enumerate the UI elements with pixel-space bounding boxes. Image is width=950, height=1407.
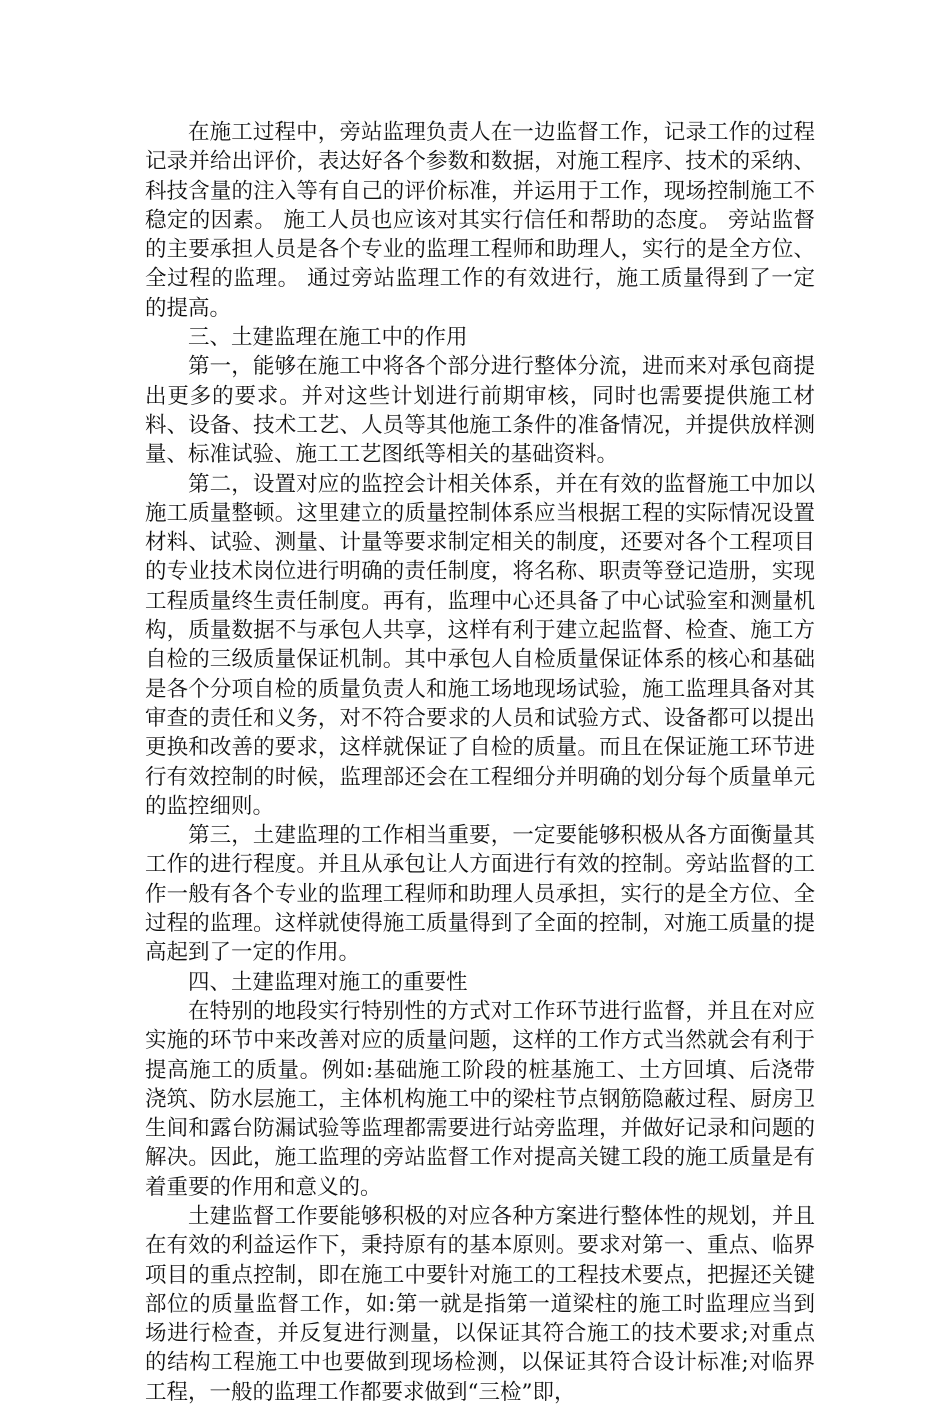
paragraph-planning: 土建监督工作要能够积极的对应各种方案进行整体性的规划，并且在有效的利益运作下，秉持原有的基本原则。要求对第一、重点、临界项目的重点控制，即在施工中要针对施工的工程技术要点，把握还关键部位的质量监督工作，如:第一就是指第一道梁柱的施工时监理应当到场进行检查，并反复进行测量，以保证其符合施工的技术要求;对重点的结构工程施工中也要做到现场检测，以保证其符合设计标准;对临界工程，一般的监理工作都要求做到“三检”即，	[145, 1203, 815, 1405]
section-heading-4: 四、土建监理对施工的重要性	[188, 969, 468, 995]
paragraph-third: 第三，土建监理的工作相当重要，一定要能够积极从各方面衡量其工作的进行程度。并且从承包让人方面进行有效的控制。旁站监督的工作一般有各个专业的监理工程师和助理人员承担，实行的是全方位、全过程的监理。这样就使得施工质量得到了全面的控制，对施工质量的提高起到了一定的作用。	[145, 823, 815, 966]
paragraph-first: 第一，能够在施工中将各个部分进行整体分流，进而来对承包商提出更多的要求。并对这些计划进行前期审核，同时也需要提供施工材料、设备、技术工艺、人员等其他施工条件的准备情况，并提供放样测量、标准试验、施工工艺图纸等相关的基础资料。	[145, 354, 815, 468]
paragraph-side-supervision: 在施工过程中，旁站监理负责人在一边监督工作，记录工作的过程记录并给出评价，表达好各个参数和数据，对施工程序、技术的采纳、科技含量的注入等有自己的评价标准，并运用于工作，现场控制施工不稳定的因素。 施工人员也应该对其实行信任和帮助的态度。 旁站监督的主要承担人员是各个专业的监理工程师和助理人，实行的是全方位、全过程的监理。 通过旁站监理工作的有效进行，施工质量得到了一定的提高。	[145, 120, 815, 321]
paragraph-special-sections: 在特别的地段实行特别性的方式对工作环节进行监督，并且在对应实施的环节中来改善对应的质量问题，这样的工作方式当然就会有利于提高施工的质量。例如:基础施工阶段的桩基施工、土方回填、后浇带浇筑、防水层施工，主体机构施工中的梁柱节点钢筋隐蔽过程、厨房卫生间和露台防漏试验等监理都需要进行站旁监理，并做好记录和问题的解决。因此，施工监理的旁站监督工作对提高关键工段的施工质量是有着重要的作用和意义的。	[145, 998, 815, 1200]
document-body	[145, 118, 815, 1407]
section-heading-3: 三、土建监理在施工中的作用	[188, 325, 468, 351]
paragraph-second: 第二，设置对应的监控会计相关体系，并在有效的监督施工中加以施工质量整顿。这里建立的质量控制体系应当根据工程的实际情况设置材料、试验、测量、计量等要求制定相关的制度，还要对各个工程项目的专业技术岗位进行明确的责任制度，将名称、职责等登记造册，实现工程质量终生责任制度。再有，监理中心还具备了中心试验室和测量机构，质量数据不与承包人共享，这样有利于建立起监督、检查、施工方自检的三级质量保证机制。其中承包人自检质量保证体系的核心和基础是各个分项自检的质量负责人和施工场地现场试验，施工监理具备对其审查的责任和义务，对不符合要求的人员和试验方式、设备都可以提出更换和改善的要求，这样就保证了自检的质量。而且在保证施工环节进行有效控制的时候，监理部还会在工程细分并明确的划分每个质量单元的监控细则。	[145, 471, 815, 819]
